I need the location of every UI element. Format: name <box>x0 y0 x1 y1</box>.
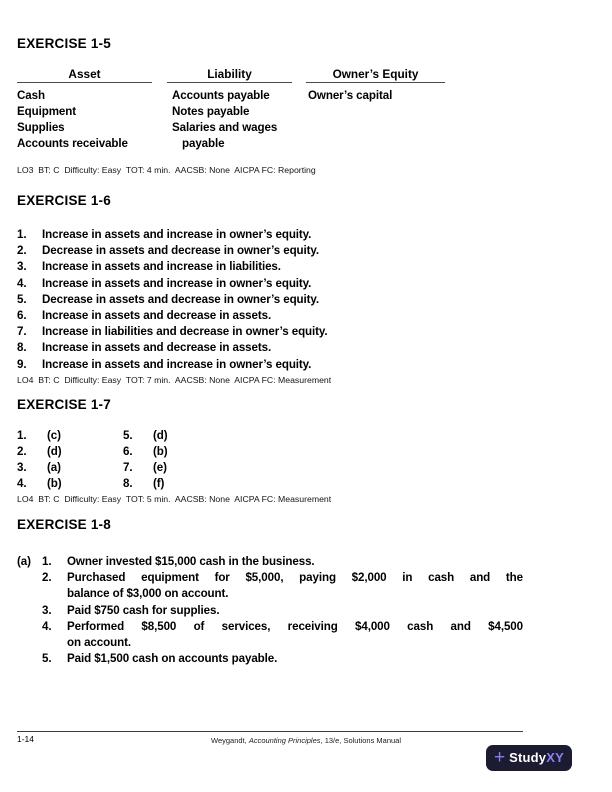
table-cell: Salaries and wages <box>172 121 278 134</box>
item-number: 8. <box>17 341 27 355</box>
answer-letter: (e) <box>153 461 167 474</box>
answer-letter: (d) <box>47 445 62 458</box>
list-item <box>17 619 523 651</box>
item-text <box>67 619 523 651</box>
table-cell: Supplies <box>17 121 65 134</box>
section-exercise-1-8 <box>17 517 523 667</box>
credit-book-title: Accounting Principles <box>248 736 321 745</box>
studyxy-logo-badge[interactable] <box>486 745 572 771</box>
asset-column-header: Asset <box>17 67 152 83</box>
item-text: Increase in assets and increase in owner’s equity. <box>42 357 312 371</box>
table-cell: Accounts receivable <box>17 137 128 150</box>
item-number: 3. <box>42 603 52 617</box>
text-line: balance of $3,000 on account. <box>67 587 229 601</box>
list-item <box>17 651 523 667</box>
item-number: 2. <box>17 244 27 258</box>
item-number: 3. <box>17 461 27 474</box>
item-text <box>67 570 523 602</box>
asset-column <box>17 67 152 152</box>
numbered-list <box>17 227 523 373</box>
answer-letter: (c) <box>47 429 61 442</box>
list-item <box>17 243 523 259</box>
section-exercise-1-6 <box>17 193 523 386</box>
exercise-1-6-heading: EXERCISE 1-6 <box>17 193 111 208</box>
item-number: 4. <box>17 477 27 490</box>
item-number: 4. <box>42 619 52 633</box>
answer-letter: (b) <box>47 477 62 490</box>
item-number: 5. <box>17 292 27 306</box>
item-number: 8. <box>123 477 133 490</box>
lo-metadata-line: LO4 BT: C Difficulty: Easy TOT: 7 min. AACSB: None AICPA FC: Measurement <box>17 374 332 385</box>
section-exercise-1-7 <box>17 397 523 505</box>
item-number: 1. <box>17 228 27 241</box>
plus-icon: + <box>494 746 506 768</box>
item-text: Increase in assets and decrease in assets. <box>42 309 272 323</box>
table-cell: Owner’s capital <box>308 89 393 102</box>
table-cell: Notes payable <box>172 105 250 118</box>
answer-row <box>17 444 523 460</box>
item-number: 1. <box>42 555 52 568</box>
table-cell: Accounts payable <box>172 89 270 102</box>
footer-credit <box>0 736 612 745</box>
item-text <box>67 554 523 570</box>
answer-letter: (a) <box>47 461 61 474</box>
section-exercise-1-5 <box>17 36 523 176</box>
item-number: 3. <box>17 260 27 274</box>
liability-column <box>167 67 292 152</box>
item-text: Increase in assets and increase in liabilities. <box>42 260 281 274</box>
answer-grid <box>17 428 523 492</box>
liability-column-header: Liability <box>167 67 292 83</box>
item-text: Increase in assets and increase in owner’s equity. <box>42 228 312 241</box>
classification-table <box>17 67 523 152</box>
answer-letter: (b) <box>153 445 168 458</box>
liability-column-rows <box>167 88 292 152</box>
text-line: on account. <box>67 636 131 650</box>
item-number: 2. <box>17 445 27 458</box>
table-cell-wrap: payable <box>182 137 225 150</box>
list-item <box>17 554 523 570</box>
part-label-spacer <box>17 570 42 602</box>
transaction-list <box>17 554 523 667</box>
text-line: Performed $8,500 of services, receiving $4,000 cash and $4,500 <box>67 619 523 633</box>
table-cell: Cash <box>17 89 45 102</box>
part-label: (a) <box>17 555 31 568</box>
list-item <box>17 276 523 292</box>
item-text: Increase in assets and increase in owner’s equity. <box>42 276 312 290</box>
credit-edition: , 13/e, Solutions Manual <box>320 736 401 745</box>
brand-study: Study <box>509 750 547 765</box>
item-number: 7. <box>123 461 133 474</box>
part-label-spacer <box>17 619 42 651</box>
brand-xy: XY <box>546 750 564 765</box>
exercise-1-8-heading: EXERCISE 1-8 <box>17 517 111 532</box>
answer-row <box>17 460 523 476</box>
list-item <box>17 259 523 275</box>
item-number: 6. <box>17 309 27 323</box>
text-line: Paid $750 cash for supplies. <box>67 603 220 617</box>
part-label-spacer <box>17 651 42 667</box>
list-item <box>17 340 523 356</box>
answer-row <box>17 476 523 492</box>
list-item <box>17 357 523 373</box>
footer-rule <box>17 731 523 732</box>
item-number: 9. <box>17 357 27 371</box>
text-line: Owner invested $15,000 cash in the business. <box>67 555 315 568</box>
footer-page-number: 1-14 <box>17 734 35 744</box>
item-number: 7. <box>17 325 27 339</box>
lo-metadata-line: LO4 BT: C Difficulty: Easy TOT: 5 min. AACSB: None AICPA FC: Measurement <box>17 494 332 504</box>
item-number: 4. <box>17 276 27 290</box>
item-text: Increase in liabilities and decrease in owner’s equity. <box>42 325 328 339</box>
table-cell: Equipment <box>17 105 76 118</box>
text-line: Purchased equipment for $5,000, paying $2,000 in cash and the <box>67 571 523 585</box>
part-label-spacer <box>17 603 42 619</box>
exercise-1-5-heading: EXERCISE 1-5 <box>17 36 111 51</box>
list-item <box>17 570 523 602</box>
answer-row <box>17 428 523 444</box>
item-number: 1. <box>17 429 27 442</box>
owners-equity-column <box>306 67 445 152</box>
owners-equity-column-rows <box>306 88 445 104</box>
item-number: 2. <box>42 571 52 585</box>
item-text: Increase in assets and decrease in assets. <box>42 341 272 355</box>
text-line: Paid $1,500 cash on accounts payable. <box>67 652 278 666</box>
list-item <box>17 227 523 243</box>
item-text <box>67 651 523 667</box>
answer-letter: (d) <box>153 429 168 442</box>
lo-metadata-line: LO3 BT: C Difficulty: Easy TOT: 4 min. AACSB: None AICPA FC: Reporting <box>17 165 316 175</box>
list-item <box>17 324 523 340</box>
credit-author: Weygandt, <box>211 736 249 745</box>
exercise-1-7-heading: EXERCISE 1-7 <box>17 397 111 412</box>
item-number: 5. <box>123 429 133 442</box>
owners-equity-column-header: Owner’s Equity <box>306 67 445 83</box>
brand-text <box>509 749 564 767</box>
item-number: 5. <box>42 652 52 666</box>
item-text <box>67 603 523 619</box>
list-item <box>17 308 523 324</box>
list-item <box>17 603 523 619</box>
item-text: Decrease in assets and decrease in owner’s equity. <box>42 244 320 258</box>
item-text: Decrease in assets and decrease in owner’s equity. <box>42 292 320 306</box>
item-number: 6. <box>123 445 133 458</box>
answer-letter: (f) <box>153 477 165 490</box>
list-item <box>17 292 523 308</box>
asset-column-rows <box>17 88 152 152</box>
